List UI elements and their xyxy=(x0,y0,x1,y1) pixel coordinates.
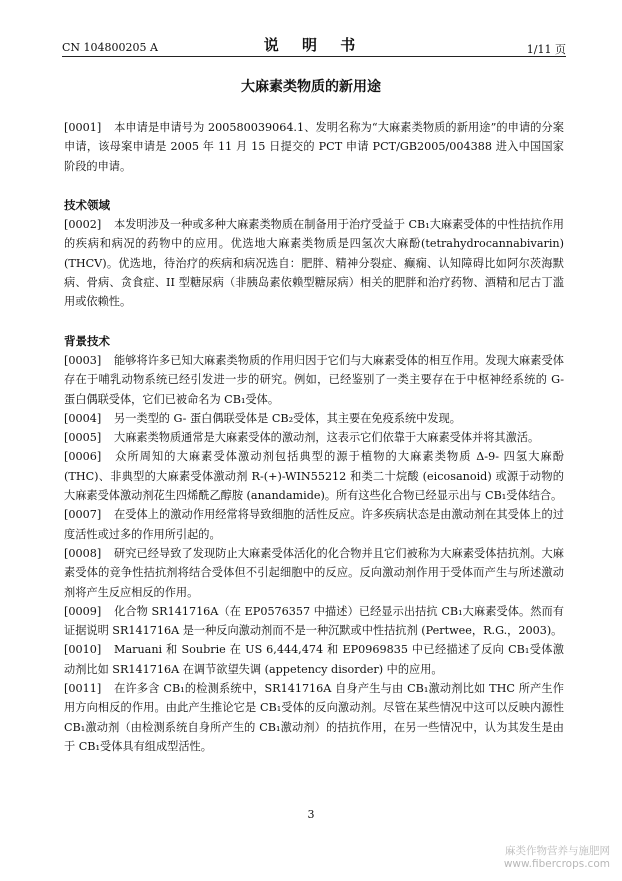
page-number: 3 xyxy=(307,808,315,821)
watermark-url: www.fibercrops.com xyxy=(503,858,610,870)
paragraph-0002 xyxy=(64,215,564,311)
paragraph-0006 xyxy=(64,447,564,505)
paragraph-number: [0002] xyxy=(64,218,102,232)
paragraph-0007 xyxy=(64,505,564,544)
paragraph-text: 在许多含 CB₁的检测系统中，SR141716A 自身产生与由 CB₁激动剂比如 THC 所产生作用方向相反的作用。由此产生推论它是 CB₁受体的反向激动剂。尽管在某些情况中这可以反映内源性 CB₁激动剂（由检测系统自身所产生的 CB₁激动剂）的拮抗作用，在另一些情况中，认为其发生是由于 CB₁受体具有组成型活性。 xyxy=(64,682,564,753)
paragraph-number: [0005] xyxy=(64,431,102,445)
paragraph-text: 能够将许多已知大麻素类物质的作用归因于它们与大麻素受体的相互作用。发现大麻素受体存在于哺乳动物系统已经引发进一步的研究。例如，已经鉴别了一类主要存在于中枢神经系统的 G- 蛋白偶联受体，它们已被命名为 CB₁受体。 xyxy=(64,353,564,406)
paragraph-number: [0004] xyxy=(64,411,102,425)
paragraph-0008 xyxy=(64,544,564,602)
section-heading-tech-field: 技术领域 xyxy=(64,197,110,212)
paragraph-number: [0003] xyxy=(64,353,102,367)
paragraph-number: [0011] xyxy=(64,682,102,696)
paragraph-0005 xyxy=(64,428,564,447)
paragraph-text: 大麻素类物质通常是大麻素受体的激动剂，这表示它们依靠于大麻素受体并将其激活。 xyxy=(114,431,540,445)
paragraph-text: 本发明涉及一种或多种大麻素类物质在制备用于治疗受益于 CB₁大麻素受体的中性拮抗作用的疾病和病况的药物中的应用。优选地大麻素类物质是四氢次大麻酚(tetrahydrocannabivarin)(THCV)。优选地，待治疗的疾病和病况选自：肥胖、精神分裂症、癫痫、认知障碍比如阿尔茨海默病、骨病、贪食症、II 型糖尿病（非胰岛素依赖型糖尿病）相关的肥胖和治疗药物、酒精和尼古丁滥用或依赖性。 xyxy=(64,218,564,309)
paragraph-text: 另一类型的 G- 蛋白偶联受体是 CB₂受体，其主要在免疫系统中发现。 xyxy=(114,411,461,425)
document-body xyxy=(64,118,564,756)
paragraph-0001 xyxy=(64,118,564,176)
paragraph-0011 xyxy=(64,679,564,756)
paragraph-number: [0001] xyxy=(64,121,102,134)
page-header xyxy=(62,34,566,57)
paragraph-number: [0007] xyxy=(64,508,102,522)
paragraph-text: 本申请是申请号为 200580039064.1、发明名称为“大麻素类物质的新用途”的申请的分案申请，该母案申请是 2005 年 11 月 15 日提交的 PCT 申请 PCT/GB2005/004388 进入中国国家阶段的申请。 xyxy=(64,121,564,173)
paragraph-text: 化合物 SR141716A（在 EP0576357 中描述）已经显示出拮抗 CB₁大麻素受体。然而有证据说明 SR141716A 是一种反向激动剂而不是一种沉默或中性拮抗剂 (Pertwee，R.G.，2003)。 xyxy=(64,604,564,638)
paragraph-text: 众所周知的大麻素受体激动剂包括典型的源于植物的大麻素类物质 Δ-9- 四氢大麻酚 (THC)、非典型的大麻素受体激动剂 R-(+)-WIN55212 和类二十烷酸 (eicosanoid) 或源于动物的大麻素受体激动剂花生四烯酰乙醇胺 (anandamide)。所有这些化合物已经显示出与 CB₁受体结合。 xyxy=(64,450,564,503)
paragraph-0004 xyxy=(64,409,564,428)
document-title: 大麻素类物质的新用途 xyxy=(241,79,381,95)
paragraph-0003 xyxy=(64,351,564,409)
patent-number: CN 104800205 A xyxy=(62,41,158,54)
paragraph-text: 在受体上的激动作用经常将导致细胞的活性反应。许多疾病状态是由激动剂在其受体上的过度活性或过多的作用所引起的。 xyxy=(64,508,564,541)
paragraph-0009 xyxy=(64,602,564,641)
paragraph-number: [0010] xyxy=(64,643,102,657)
paragraph-number: [0009] xyxy=(64,604,102,618)
page-info: 1/11 页 xyxy=(526,43,566,56)
paragraph-text: 研究已经导致了发现防止大麻素受体活化的化合物并且它们被称为大麻素受体拮抗剂。大麻素受体的竞争性拮抗剂将结合受体但不引起细胞中的反应。反向激动剂作用于受体而产生与所述激动剂将产生反应相反的作用。 xyxy=(64,546,564,599)
watermark-site-name: 麻类作物营养与施肥网 xyxy=(505,845,610,857)
document-type: 说 明 书 xyxy=(263,36,365,54)
paragraph-number: [0006] xyxy=(64,450,102,464)
paragraph-number: [0008] xyxy=(64,546,102,560)
section-heading-background: 背景技术 xyxy=(64,333,110,348)
watermark xyxy=(504,845,610,871)
paragraph-text: Maruani 和 Soubrie 在 US 6,444,474 和 EP0969835 中已经描述了反向 CB₁受体激动剂比如 SR141716A 在调节欲望失调 (appetency disorder) 中的应用。 xyxy=(64,643,564,676)
paragraph-0010 xyxy=(64,640,564,679)
